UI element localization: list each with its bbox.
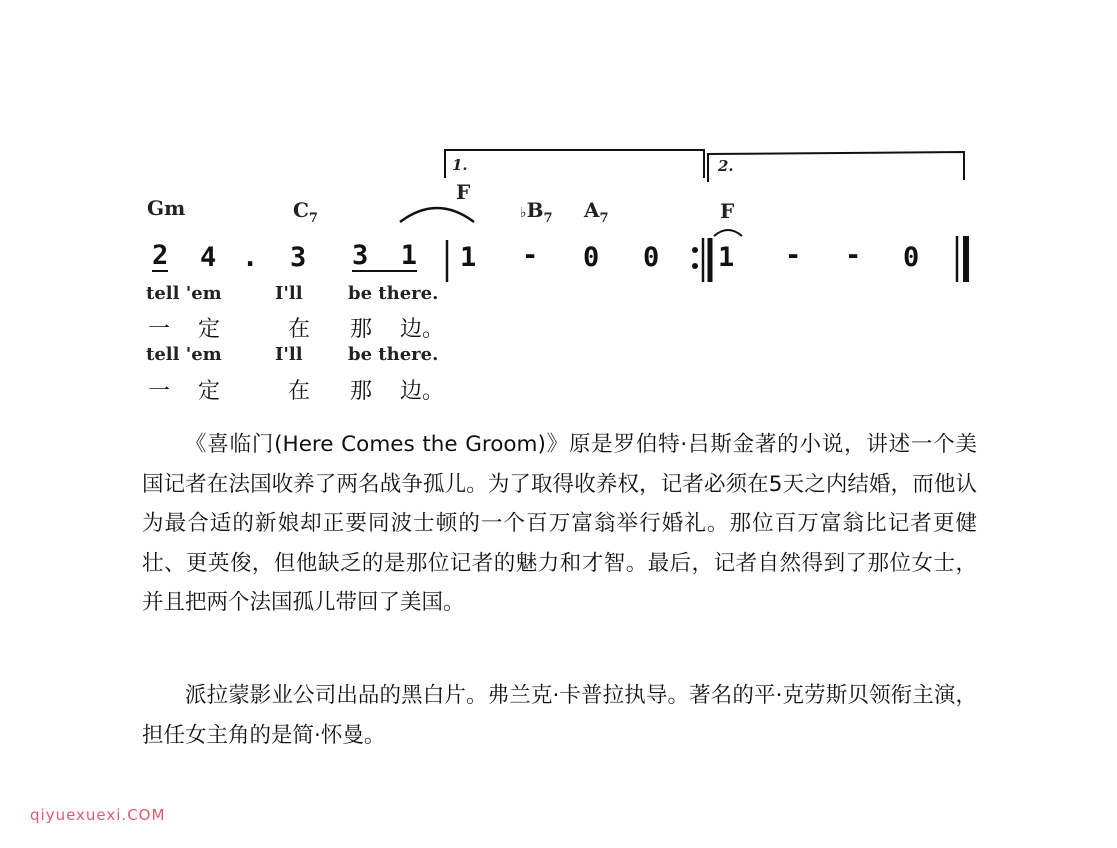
note: 2 — [152, 240, 169, 271]
lyric-en: be there. — [348, 344, 439, 365]
chord-a7: $A_7$ — [584, 198, 609, 226]
chord-f-first: F — [456, 180, 471, 204]
note: 1 — [460, 242, 477, 273]
lyric-en: tell 'em — [146, 344, 222, 365]
lyric-en: tell 'em — [146, 283, 222, 304]
lyric-zh: 在 — [288, 379, 311, 404]
lyric-zh: 定 — [198, 317, 221, 342]
chord-bb7: $♭B_7$ — [520, 198, 553, 226]
lyric-en: I'll — [275, 344, 303, 365]
rest: 0 — [583, 242, 600, 273]
lyric-en: be there. — [348, 283, 439, 304]
lyric-zh: 一 — [148, 317, 171, 342]
note: 4 — [200, 242, 217, 273]
second-ending-label: 2. — [718, 157, 734, 175]
lyric-zh: 定 — [198, 379, 221, 404]
chord-f-second: F — [720, 199, 735, 223]
dot: . — [242, 242, 259, 273]
lyric-zh: 边。 — [400, 317, 445, 342]
lyric-en: I'll — [275, 283, 303, 304]
lyric-zh: 那 — [350, 317, 373, 342]
note: 3 — [290, 242, 307, 273]
lyric-zh: 边。 — [400, 379, 445, 404]
site-watermark: qiyuexuexi.COM — [30, 806, 166, 824]
lyric-zh: 那 — [350, 379, 373, 404]
rest: 0 — [643, 242, 660, 273]
article-paragraph-1: 《喜临门(Here Comes the Groom)》原是罗伯特·吕斯金著的小说，讲述一个美国记者在法国收养了两名战争孤儿。为了取得收养权，记者必须在5天之内结婚，而他认为最合适的新娘却正要同波士顿的一个百万富翁举行婚礼。那位百万富翁比记者更健壮、更英俊，但他缺乏的是那位记者的魅力和才智。最后，记者自然得到了那位女士，并且把两个法国孤儿带回了美国。 — [142, 432, 977, 615]
lyric-zh: 一 — [148, 379, 171, 404]
dash: - — [845, 240, 862, 271]
note: 1 — [718, 242, 735, 273]
chord-gm: Gm — [147, 196, 186, 220]
rest: 0 — [903, 242, 920, 273]
dash: - — [785, 240, 802, 271]
first-ending-label: 1. — [452, 156, 468, 174]
lyric-zh: 在 — [288, 317, 311, 342]
note: 3 1 — [352, 240, 418, 271]
chord-c7: $C_7$ — [293, 198, 318, 226]
article-paragraph-2: 派拉蒙影业公司出品的黑白片。弗兰克·卡普拉执导。著名的平·克劳斯贝领衔主演，担任女主角的是简·怀曼。 — [142, 683, 977, 748]
dash: - — [522, 240, 539, 271]
